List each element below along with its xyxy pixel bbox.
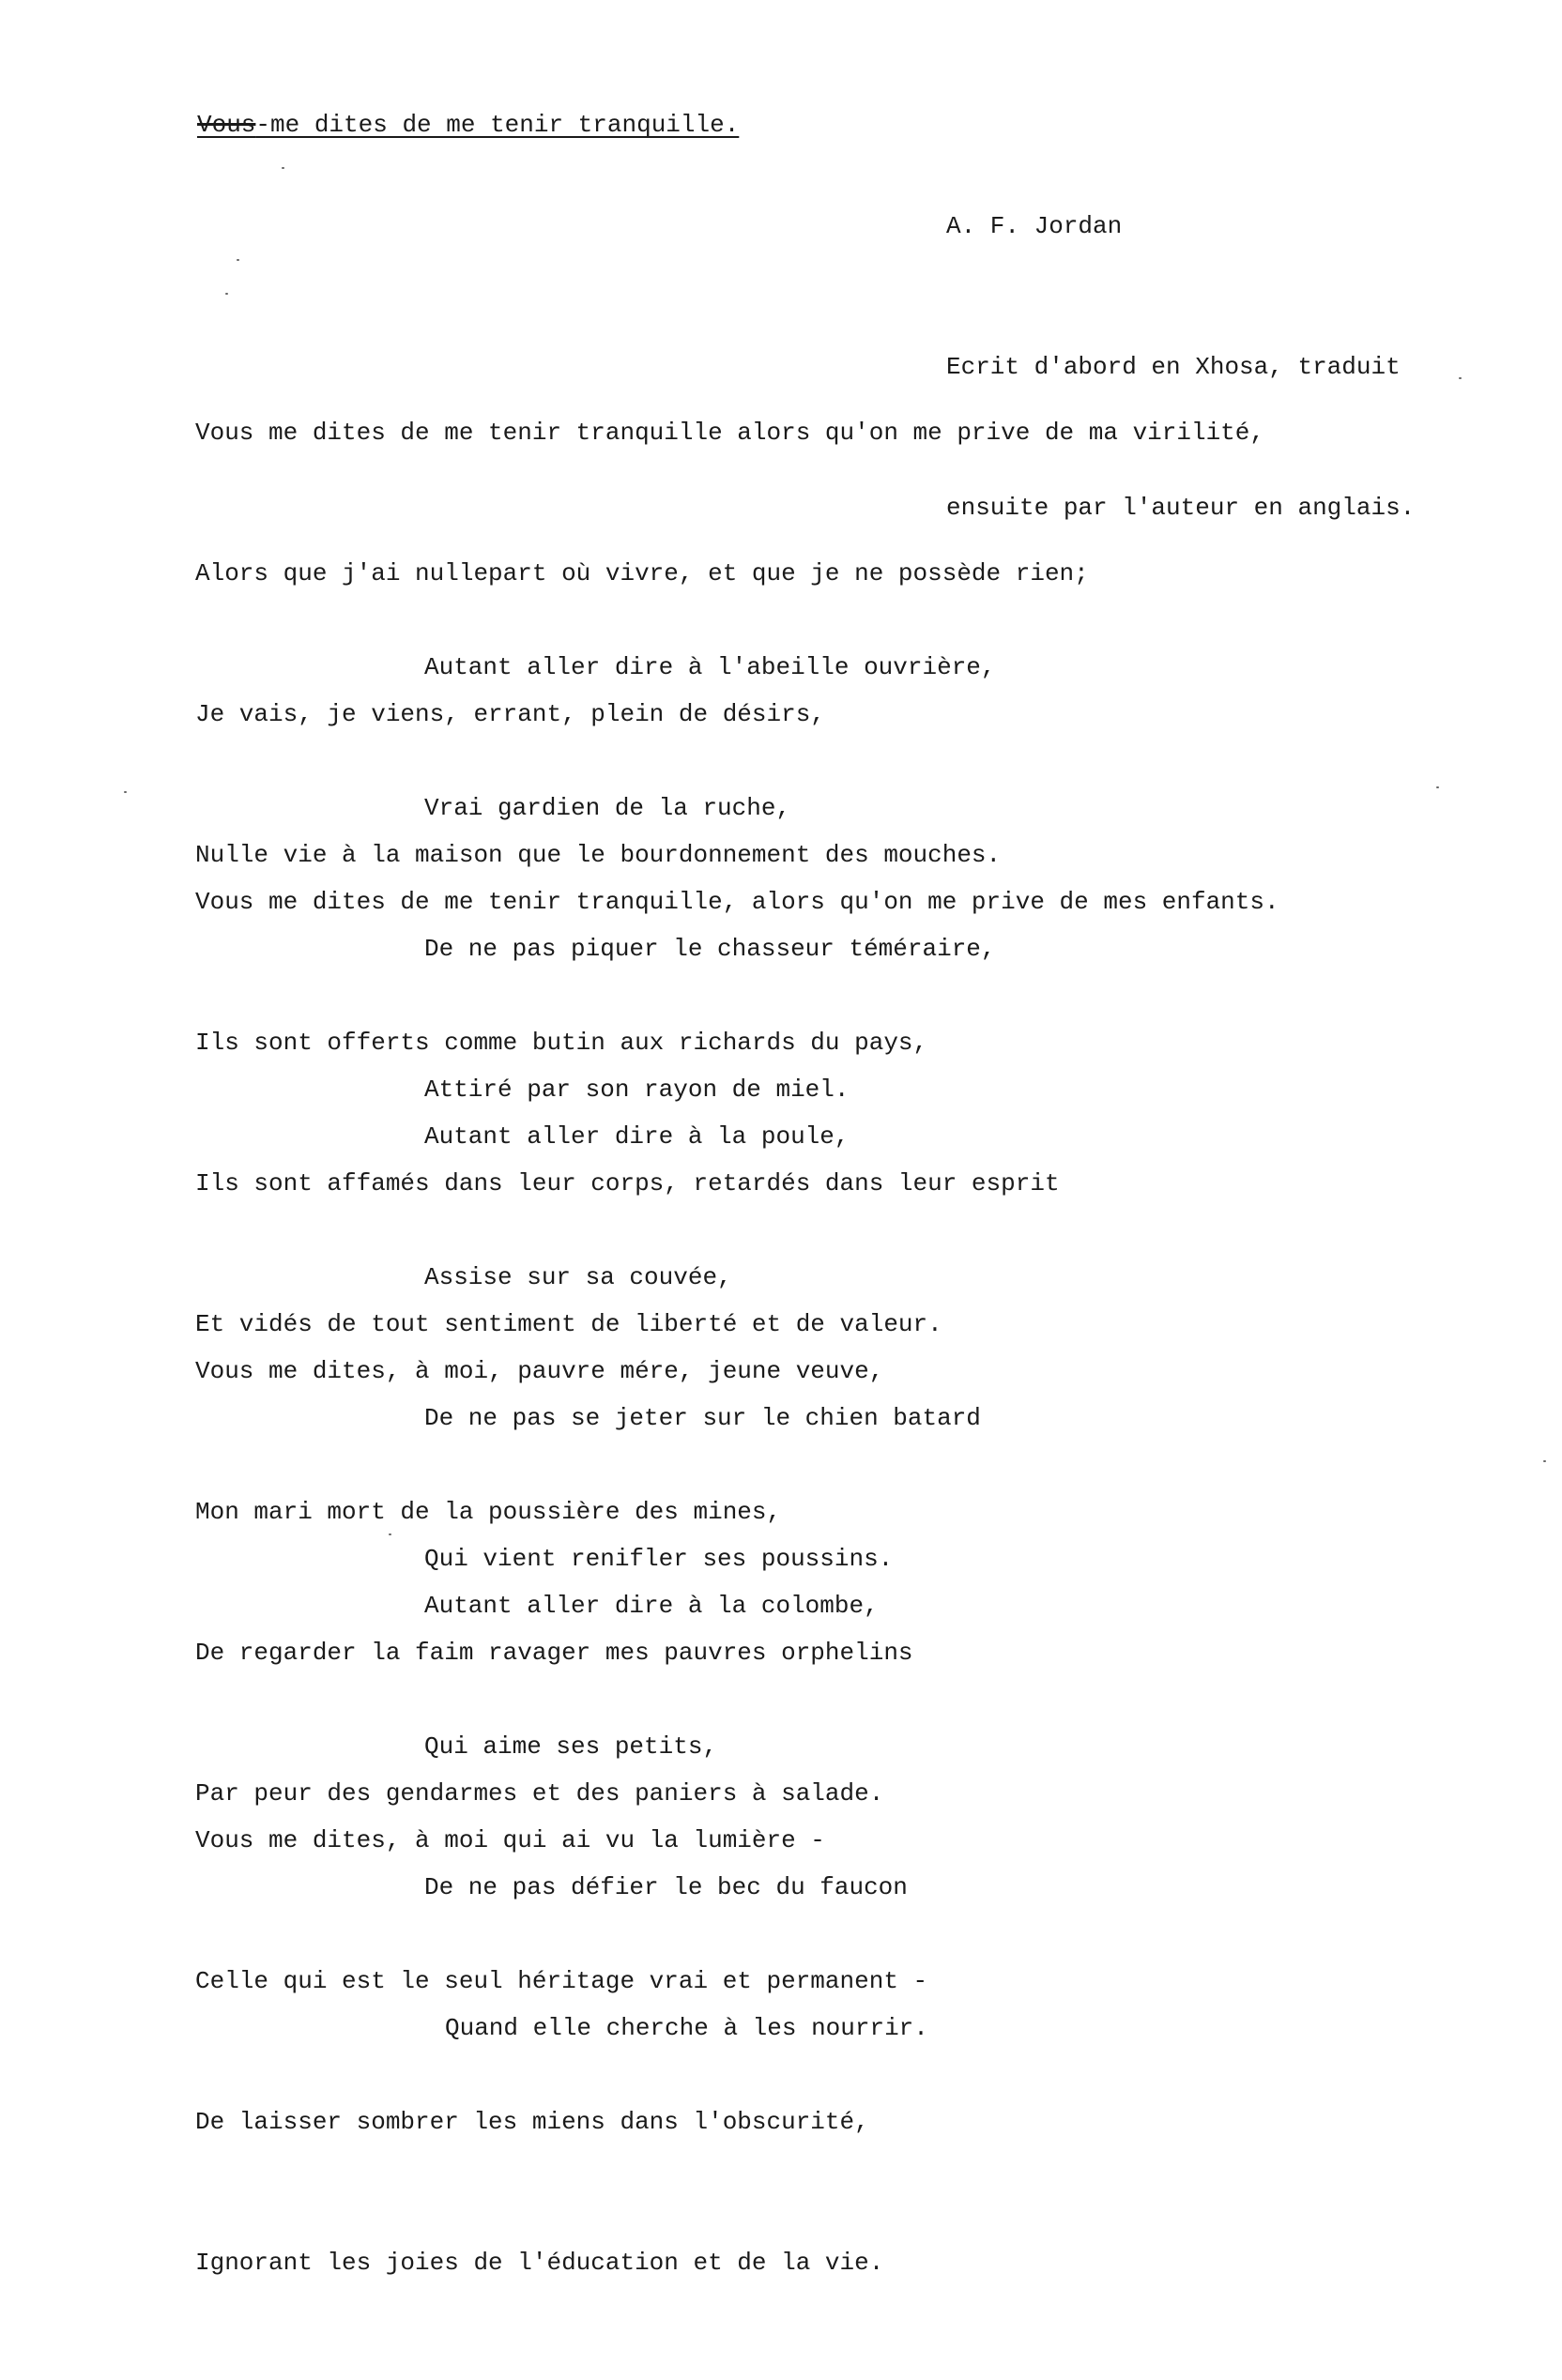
verse-line: Autant aller dire à la colombe, <box>424 1592 879 1620</box>
verse-line: De regarder la faim ravager mes pauvres orphelins <box>195 1639 913 1667</box>
verse-line: Qui vient renifler ses poussins. <box>424 1545 894 1573</box>
verse-line: Autant aller dire à la poule, <box>424 1122 850 1151</box>
verse-line: Ils sont offerts comme butin aux richards du pays, <box>195 1029 928 1057</box>
scan-speck <box>1543 1460 1546 1462</box>
verse-line: Vous me dites de me tenir tranquille alors qu'on me prive de ma virilité, <box>195 419 1264 447</box>
verse-line: Qui aime ses petits, <box>424 1732 718 1761</box>
verse-line: Vous me dites de me tenir tranquille, alors qu'on me prive de mes enfants. <box>195 888 1279 916</box>
verse-line: Ils sont affamés dans leur corps, retardés dans leur esprit <box>195 1169 1060 1198</box>
verse-line: Quand elle cherche à les nourrir. <box>445 2014 928 2042</box>
title-struck-word: Vous <box>197 111 256 139</box>
verse-line: De ne pas défier le bec du faucon <box>424 1873 908 1901</box>
verse-line: Alors que j'ai nullepart où vivre, et que je ne possède rien; <box>195 559 1089 587</box>
verse-line: De ne pas piquer le chasseur téméraire, <box>424 935 996 963</box>
verse-line: Nulle vie à la maison que le bourdonnement des mouches. <box>195 841 1002 869</box>
verse-line: Celle qui est le seul héritage vrai et permanent - <box>195 1967 928 1995</box>
verse-line: Vrai gardien de la ruche, <box>424 794 791 822</box>
verse-line: Vous me dites, à moi, pauvre mére, jeune veuve, <box>195 1357 884 1385</box>
verse-line: Mon mari mort de la poussière des mines, <box>195 1498 782 1526</box>
scan-speck <box>124 791 127 793</box>
verse-line: De laisser sombrer les miens dans l'obscurité, <box>195 2108 869 2136</box>
verse-line: Par peur des gendarmes et des paniers à salade. <box>195 1779 884 1808</box>
verse-line: Assise sur sa couvée, <box>424 1263 732 1291</box>
stanza-7 <box>195 1723 927 2380</box>
verse-line: Et vidés de tout sentiment de liberté et de valeur. <box>195 1310 942 1338</box>
scan-speck <box>1436 786 1439 788</box>
scan-speck <box>225 293 228 295</box>
scan-speck <box>389 1533 391 1535</box>
translation-note-line-1: Ecrit d'abord en Xhosa, traduit <box>946 353 1401 381</box>
verse-line: Vous me dites, à moi qui ai vu la lumière - <box>195 1826 825 1854</box>
verse-line: Ignorant les joies de l'éducation et de la vie. <box>195 2249 884 2277</box>
scan-speck <box>237 259 239 261</box>
translation-note-line-2: ensuite par l'auteur en anglais. <box>946 494 1416 522</box>
poem-title <box>197 109 739 141</box>
scan-speck <box>1459 377 1462 379</box>
scan-speck <box>282 167 284 169</box>
verse-line: Je vais, je viens, errant, plein de désirs, <box>195 700 825 728</box>
verse-line: De ne pas se jeter sur le chien batard <box>424 1404 981 1432</box>
verse-line: Autant aller dire à l'abeille ouvrière, <box>424 653 996 681</box>
verse-line: Attiré par son rayon de miel. <box>424 1076 850 1104</box>
author-name: A. F. Jordan <box>946 212 1123 240</box>
title-text: -me dites de me tenir tranquille. <box>255 111 740 139</box>
